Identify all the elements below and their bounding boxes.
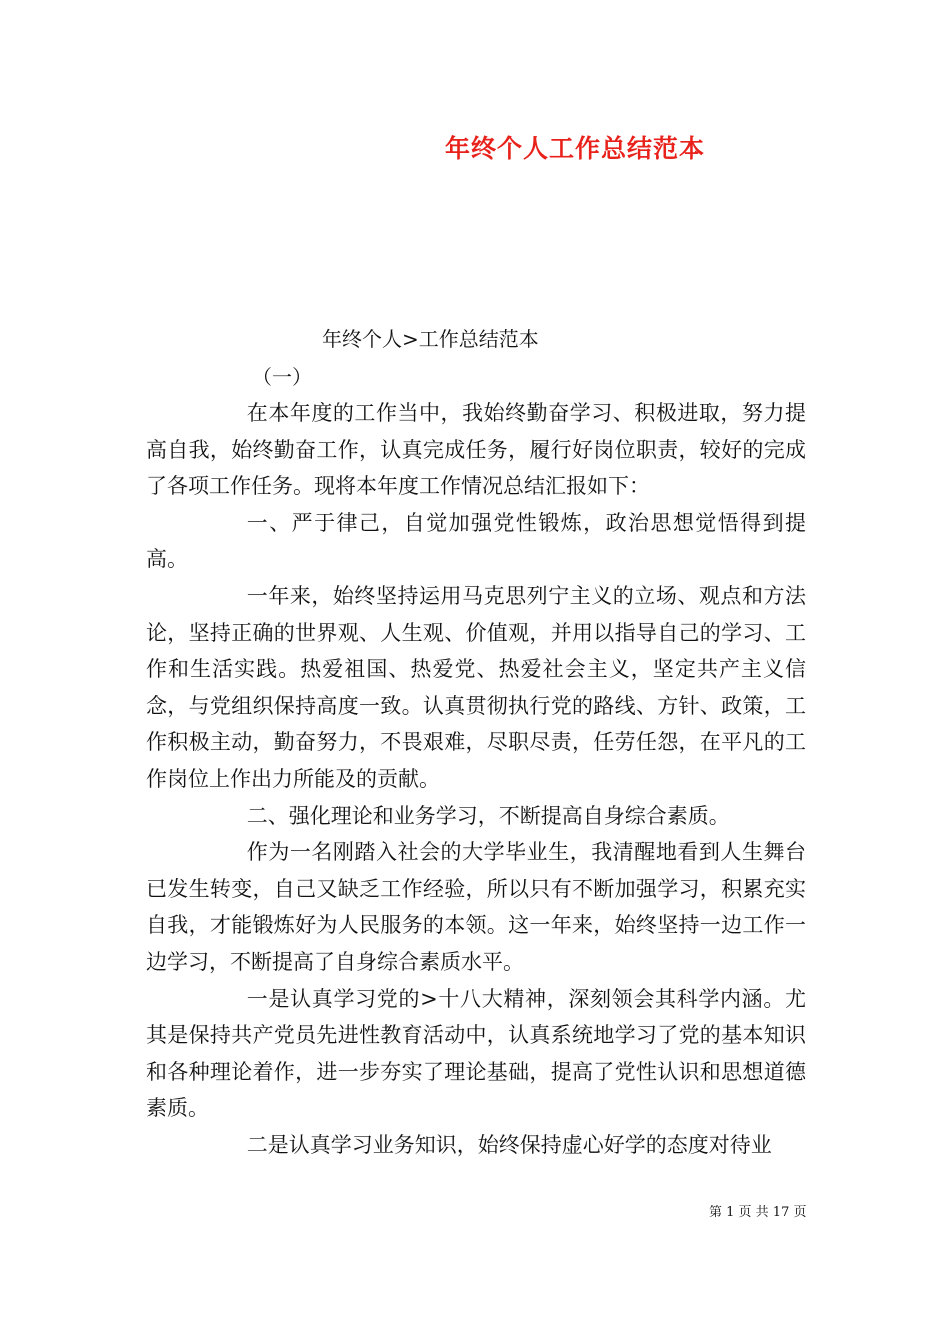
body-text [146,395,806,1163]
page-number: 第 1 页 共 17 页 [709,1205,807,1220]
paragraph-heading: 一、严于律己，自觉加强党性锻炼，政治思想觉悟得到提高。 [146,510,806,572]
paragraph: 一年来，始终坚持运用马克思列宁主义的立场、观点和方法论，坚持正确的世界观、人生观、价值观，并用以指导自己的学习、工作和生活实践。热爱祖国、热爱党、热爱社会主义，坚定共产主义信念，与党组织保持高度一致。认真贯彻执行党的路线、方针、政策，工作积极主动，勤奋努力，不畏艰难，尽职尽责，任劳任怨，在平凡的工作岗位上作出力所能及的贡献。 [146,583,806,791]
paragraph-heading: 二、强化理论和业务学习，不断提高自身综合素质。 [246,803,730,828]
paragraph: 一是认真学习党的>十八大精神，深刻领会其科学内涵。尤其是保持共产党员先进性教育活动中，认真系统地学习了党的基本知识和各种理论着作，进一步夯实了理论基础，提高了党性认识和思想道德素质。 [146,986,806,1121]
section-marker: （一） [252,365,312,389]
document-subtitle: 年终个人>工作总结范本 [322,327,539,351]
paragraph: 在本年度的工作当中，我始终勤奋学习、积极进取，努力提高自我，始终勤奋工作，认真完成任务，履行好岗位职责，较好的完成了各项工作任务。现将本年度工作情况总结汇报如下： [146,401,806,499]
paragraph: 作为一名刚踏入社会的大学毕业生，我清醒地看到人生舞台已发生转变，自己又缺乏工作经验，所以只有不断加强学习，积累充实自我，才能锻炼好为人民服务的本领。这一年来，始终坚持一边工作一边学习，不断提高了自身综合素质水平。 [146,840,806,974]
document-title: 年终个人工作总结范本 [444,134,705,163]
paragraph: 二是认真学习业务知识，始终保持虚心好学的态度对待业 [246,1132,772,1157]
